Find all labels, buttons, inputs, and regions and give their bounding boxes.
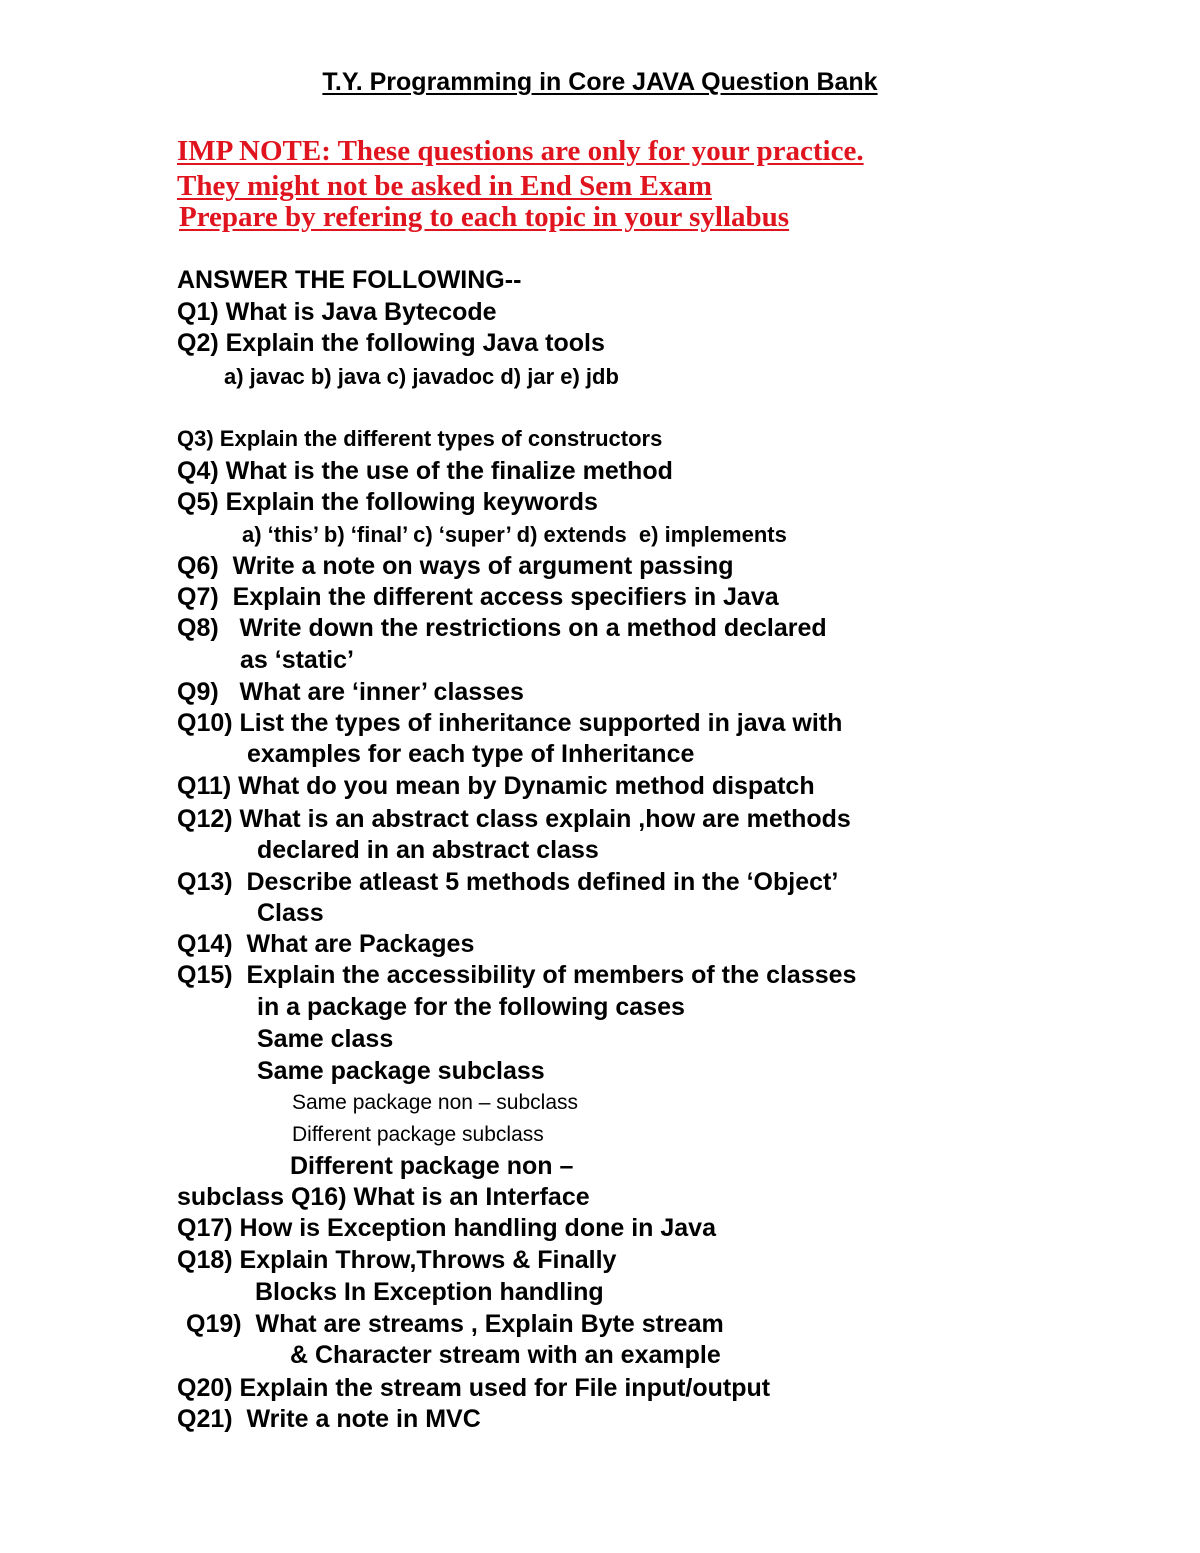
question-q12-continued: declared in an abstract class (257, 836, 599, 864)
section-heading: ANSWER THE FOLLOWING-- (177, 266, 522, 294)
case-same-package-subclass: Same package subclass (257, 1057, 545, 1085)
question-q3: Q3) Explain the different types of constructors (177, 426, 663, 451)
question-q4: Q4) What is the use of the finalize method (177, 457, 673, 485)
question-q18: Q18) Explain Throw,Throws & Finally (177, 1246, 617, 1274)
imp-note-line-1: IMP NOTE: These questions are only for your practice. (177, 135, 864, 167)
question-q12: Q12) What is an abstract class explain ,how are methods (177, 805, 851, 833)
question-q15: Q15) Explain the accessibility of members of the classes (177, 961, 857, 989)
question-q8: Q8) Write down the restrictions on a method declared (177, 614, 827, 642)
question-q2-options: a) javac b) java c) javadoc d) jar e) jdb (224, 364, 619, 389)
question-q10: Q10) List the types of inheritance supported in java with (177, 709, 843, 737)
question-q19: Q19) What are streams , Explain Byte stream (186, 1310, 724, 1338)
case-same-package-non-subclass: Same package non – subclass (292, 1091, 579, 1114)
document-title: T.Y. Programming in Core JAVA Question Bank (322, 68, 878, 96)
question-q11: Q11) What do you mean by Dynamic method dispatch (177, 772, 815, 800)
question-q17: Q17) How is Exception handling done in Java (177, 1214, 716, 1242)
case-different-package-non-subclass: Different package non – (290, 1152, 574, 1180)
question-q14: Q14) What are Packages (177, 930, 475, 958)
question-q13: Q13) Describe atleast 5 methods defined in the ‘Object’ (177, 868, 839, 896)
question-q13-continued: Class (257, 899, 324, 927)
question-q16: subclass Q16) What is an Interface (177, 1183, 590, 1211)
question-q6: Q6) Write a note on ways of argument passing (177, 552, 734, 580)
question-q8-continued: as ‘static’ (240, 646, 354, 674)
case-different-package-subclass: Different package subclass (292, 1123, 544, 1146)
question-q7: Q7) Explain the different access specifiers in Java (177, 583, 779, 611)
question-q15-continued: in a package for the following cases (257, 993, 685, 1021)
question-q20: Q20) Explain the stream used for File input/output (177, 1374, 771, 1402)
question-q2: Q2) Explain the following Java tools (177, 329, 605, 357)
question-q9: Q9) What are ‘inner’ classes (177, 678, 524, 706)
question-q21: Q21) Write a note in MVC (177, 1405, 481, 1433)
question-q18-continued: Blocks In Exception handling (255, 1278, 604, 1306)
question-q19-continued: & Character stream with an example (290, 1341, 721, 1369)
imp-note-line-3: Prepare by refering to each topic in your syllabus (179, 201, 790, 233)
question-q1: Q1) What is Java Bytecode (177, 298, 497, 326)
question-q5: Q5) Explain the following keywords (177, 488, 598, 516)
imp-note-line-2: They might not be asked in End Sem Exam (177, 170, 712, 202)
question-q5-options: a) ‘this’ b) ‘final’ c) ‘super’ d) extends e) implements (242, 522, 787, 547)
question-q10-continued: examples for each type of Inheritance (247, 740, 695, 768)
case-same-class: Same class (257, 1025, 394, 1053)
